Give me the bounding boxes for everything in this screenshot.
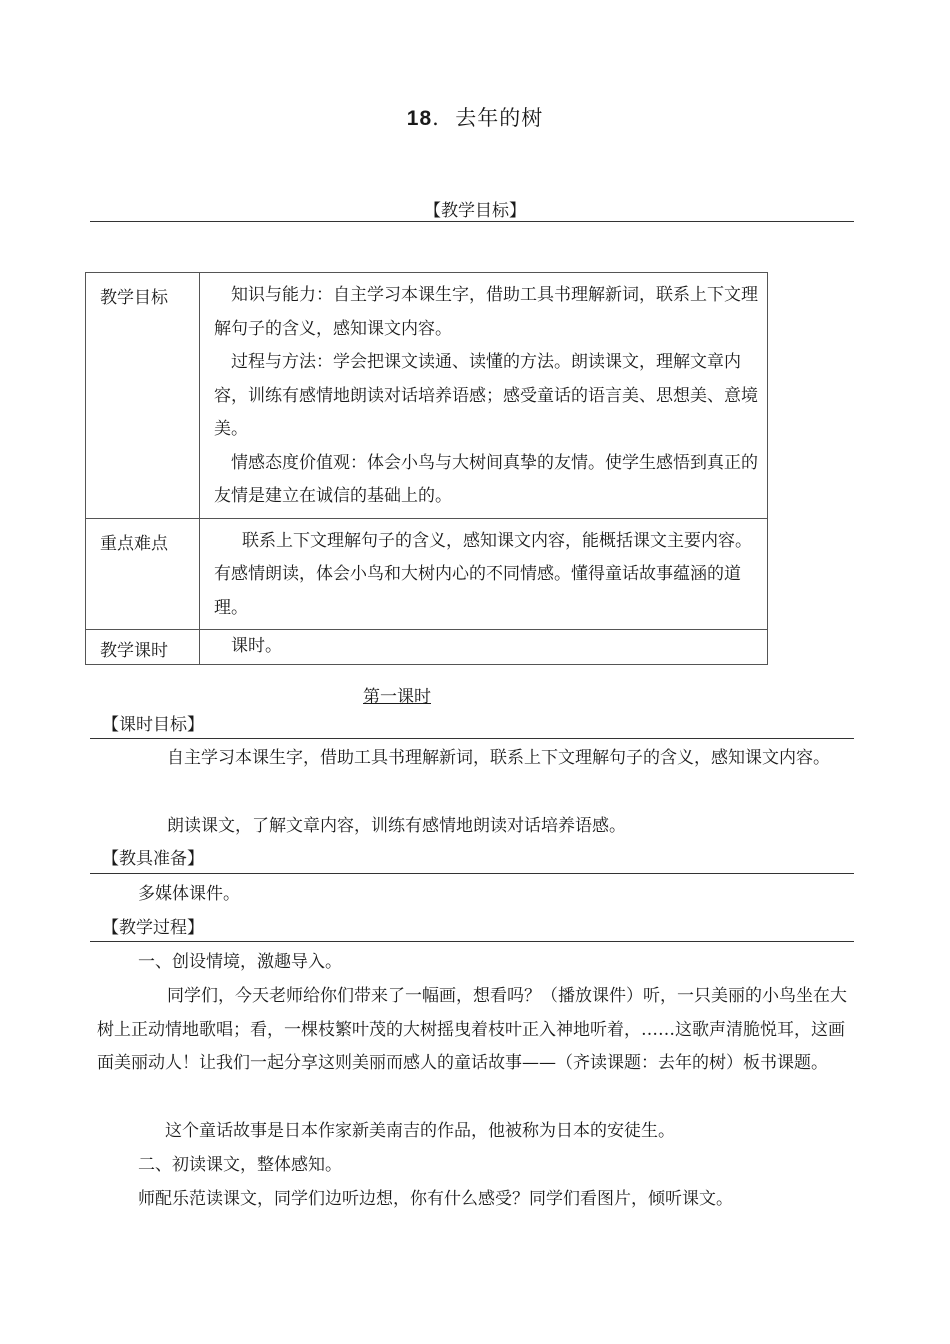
lesson-name: 去年的树 — [455, 106, 544, 130]
goal-process: 过程与方法：学会把课文读通、读懂的方法。朗读课文，理解文章内容，训练有感情地朗读对话培养语感；感受童话的语言美、思想美、意境美。 — [214, 352, 758, 439]
row-content — [200, 518, 768, 630]
row-content — [200, 273, 768, 519]
divider — [90, 873, 854, 874]
lesson-number: 18 — [406, 107, 433, 130]
section-heading-lesson-goals: 【课时目标】 — [102, 715, 204, 735]
table-row — [86, 273, 768, 519]
section-heading-materials: 【教具准备】 — [102, 849, 204, 869]
lesson-goal-2: 朗读课文，了解文章内容，训练有感情地朗读对话培养语感。 — [167, 816, 626, 836]
title-separator: . — [432, 106, 440, 130]
table-row — [86, 630, 768, 665]
key-points: 联系上下文理解句子的含义，感知课文内容，能概括课文主要内容。有感情朗读，体会小鸟和大树内心的不同情感。懂得童话故事蕴涵的道理。 — [214, 530, 752, 618]
teaching-goals-table — [85, 272, 768, 665]
lesson-goal-1: 自主学习本课生字，借助工具书理解新词，联系上下文理解句子的含义，感知课文内容。 — [167, 748, 830, 768]
row-label: 教学目标 — [86, 273, 200, 519]
process-paragraph-2: 这个童话故事是日本作家新美南吉的作品，他被称为日本的安徒生。 — [165, 1121, 675, 1141]
divider — [90, 738, 854, 739]
page-title — [0, 102, 950, 132]
row-content — [200, 630, 768, 665]
row-label: 教学课时 — [86, 630, 200, 665]
divider — [90, 221, 854, 222]
goal-emotion: 情感态度价值观：体会小鸟与大树间真挚的友情。使学生感悟到真正的友情是建立在诚信的基础上的。 — [214, 452, 758, 506]
process-step-1: 一、创设情境，激趣导入。 — [138, 952, 342, 972]
table-row — [86, 518, 768, 630]
lesson-hours: 课时。 — [231, 636, 282, 656]
row-label: 重点难点 — [86, 518, 200, 630]
section-heading-process: 【教学过程】 — [102, 918, 204, 938]
materials-text: 多媒体课件。 — [138, 884, 240, 904]
section-heading-teaching-goals: 【教学目标】 — [424, 201, 526, 221]
goal-knowledge: 知识与能力：自主学习本课生字，借助工具书理解新词，联系上下文理解句子的含义，感知课文内容。 — [214, 285, 758, 339]
lesson-subtitle: 第一课时 — [363, 687, 431, 707]
process-step-2: 二、初读课文，整体感知。 — [138, 1155, 342, 1175]
divider — [90, 941, 854, 942]
process-paragraph-1: 同学们，今天老师给你们带来了一幅画，想看吗？（播放课件）听，一只美丽的小鸟坐在大树上正动情地歌唱；看，一棵枝繁叶茂的大树摇曳着枝叶正入神地听着，……这歌声清脆悦耳，这画面美丽动人！让我们一起分享这则美丽而感人的童话故事——（齐读课题：去年的树）板书课题。 — [97, 986, 847, 1073]
process-paragraph-3: 师配乐范读课文，同学们边听边想，你有什么感受？同学们看图片，倾听课文。 — [138, 1189, 733, 1209]
